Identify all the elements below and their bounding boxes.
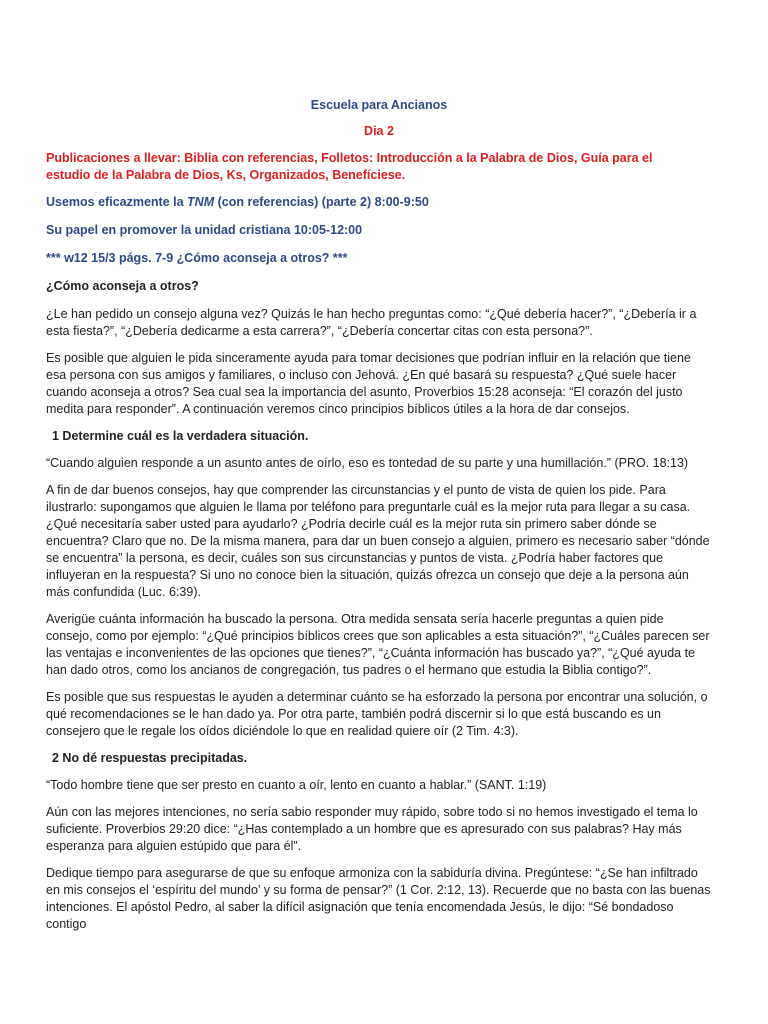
point-two-paragraph: Aún con las mejores intenciones, no sería sabio responder muy rápido, sobre todo si no hemos investigado el tema lo suficiente. Proverbios 29:20 dice: “¿Has contemplado a un hombre que es apresurado con sus palabras? Hay más esperanza para alguien estúpido que para él”. [46, 805, 698, 853]
intro-paragraph: Es posible que alguien le pida sinceramente ayuda para tomar decisiones que podrían influir en la relación que tiene esa persona con sus amigos y familiares, o incluso con Jehová. ¿En qué basará su respuesta? ¿Qué suele hacer cuando aconseja a otros? Sea cual sea la importancia del asunto, Proverbios 15:28 aconseja: “El corazón del justo medita para responder”. A continuación veremos cinco principios bíblicos útiles a la hora de dar consejos. [46, 351, 691, 416]
session-one [46, 194, 712, 211]
session-two: Su papel en promover la unidad cristiana 10:05-12:00 [46, 223, 363, 237]
article-reference: *** w12 15/3 págs. 7-9 ¿Cómo aconseja a otros? *** [46, 251, 348, 265]
document-subtitle: Dia 2 [364, 124, 394, 138]
point-one-paragraph: Es posible que sus respuestas le ayuden a determinar cuánto se ha esforzado la persona por encontrar una solución, o qué recomendaciones se le han dado ya. Por otra parte, también podrá discernir si lo que está buscando es un consejero que le regale los oídos diciéndole lo que en realidad quiere oír (2 Tim. 4:3). [46, 690, 708, 738]
session-one-suffix: (con referencias) (parte 2) 8:00-9:50 [214, 195, 429, 209]
session-one-italic: TNM [187, 195, 215, 209]
session-one-prefix: Usemos eficazmente la [46, 195, 188, 209]
publications-note: Publicaciones a llevar: Biblia con referencias, Folletos: Introducción a la Palabra de Dios, Guía para el estudio de la Palabra de Dios, Ks, Organizados, Benefíciese. [46, 151, 653, 182]
intro-paragraph: ¿Le han pedido un consejo alguna vez? Quizás le han hecho preguntas como: “¿Qué debería hacer?”, “¿Debería ir a esta fiesta?”, “¿Debería dedicarme a esta carrera?”, “¿Debería concertar citas con esta persona?”. [46, 307, 697, 338]
point-two-heading: 2 No dé respuestas precipitadas. [52, 751, 248, 765]
point-two-paragraph: “Todo hombre tiene que ser presto en cuanto a oír, lento en cuanto a hablar.” (SANT. 1:19) [46, 778, 547, 792]
point-one-paragraph: A fin de dar buenos consejos, hay que comprender las circunstancias y el punto de vista de quien los pide. Para ilustrarlo: supongamos que alguien le llama por teléfono para preguntarle cuál es la mejor ruta para llegar a su casa. ¿Qué necesitaría saber usted para ayudarlo? ¿Podría decirle cuál es la mejor ruta sin primero saber dónde se encuentra? Claro que no. De la misma manera, para dar un buen consejo a alguien, primero es necesario saber “dónde se encuentra” la persona, es decir, cuáles son sus circunstancias y puntos de vista. ¿Podría haber factores que influyeran en la respuesta? Si uno no conoce bien la situación, quizás ofrezca un consejo que deje a la persona aún más confundida (Luc. 6:39). [46, 483, 710, 599]
point-two-paragraph: Dedique tiempo para asegurarse de que su enfoque armoniza con la sabiduría divina. Pregúntese: “¿Se han infiltrado en mis consejos el ‘espíritu del mundo’ y su forma de pensar?” (1 Cor. 2:12, 13). Recuerde que no basta con las buenas intenciones. El apóstol Pedro, al saber la difícil asignación que tenía encomendada Jesús, le dijo: “Sé bondadoso contigo [46, 866, 711, 931]
point-one-heading: 1 Determine cuál es la verdadera situación. [52, 429, 309, 443]
point-one-paragraph: “Cuando alguien responde a un asunto antes de oírlo, eso es tontedad de su parte y una humillación.” (PRO. 18:13) [46, 456, 689, 470]
point-one-paragraph: Averigüe cuánta información ha buscado la persona. Otra medida sensata sería hacerle preguntas a quien pide consejo, como por ejemplo: “¿Qué principios bíblicos crees que son aplicables a esta situación?”, “¿Cuáles parecen ser las ventajas e inconvenientes de las opciones que tienes?”, “¿Cuánta información has buscado ya?”, “¿Qué ayuda te han dado otros, como los ancianos de congregación, tus padres o el hermano que estudia la Biblia contigo?”. [46, 612, 710, 677]
document-title: Escuela para Ancianos [310, 98, 448, 112]
question-heading: ¿Cómo aconseja a otros? [46, 279, 199, 293]
